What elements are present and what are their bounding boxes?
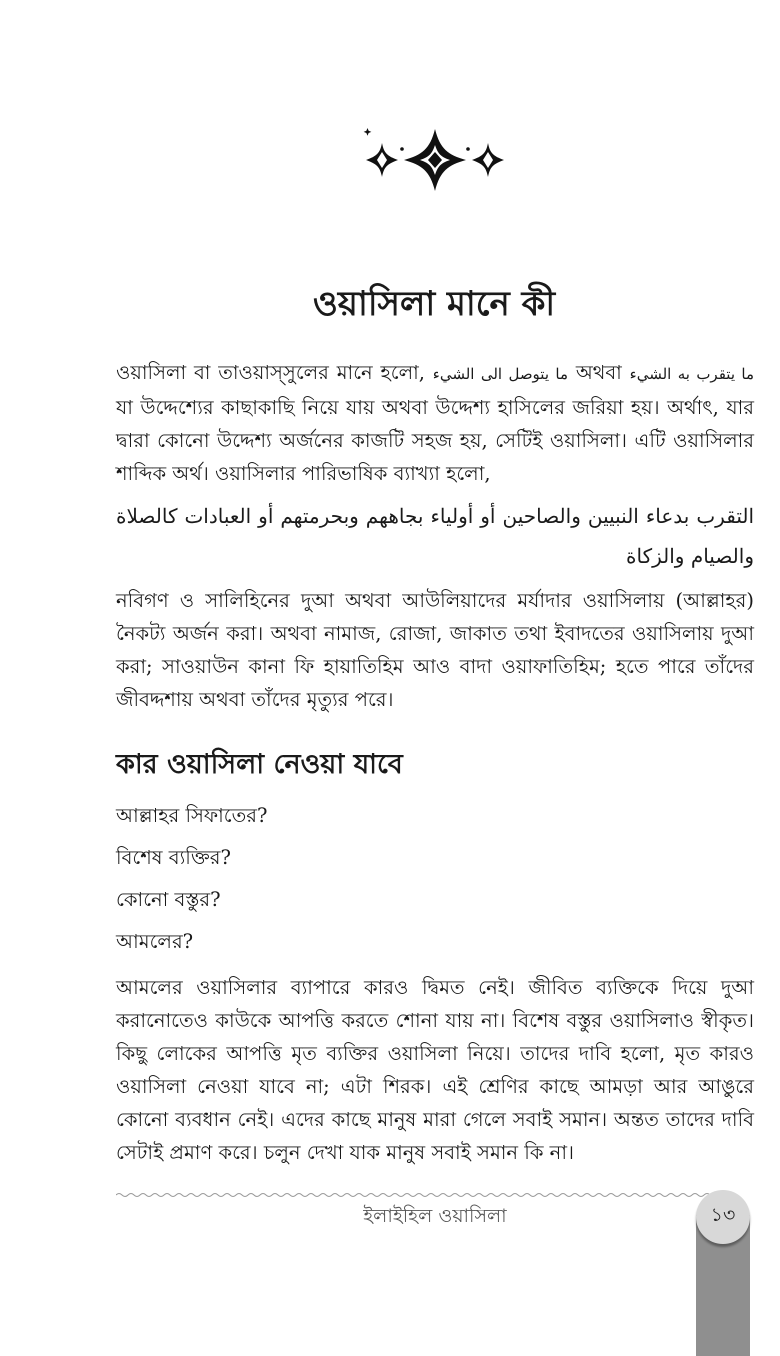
question-item: কোনো বস্তুর? [116, 888, 221, 911]
arabic-phrase-1: ما يتوصل الى الشيء [432, 365, 568, 383]
running-title: ইলাইহিল ওয়াসিলা [363, 1205, 507, 1227]
question-item: বিশেষ ব্যক্তির? [116, 846, 231, 869]
chapter-title: ওয়াসিলা মানে কী [312, 284, 556, 324]
page-number-label: ১৩ [710, 1204, 736, 1226]
diamond-star-ornament-icon [360, 125, 510, 195]
page-content [116, 356, 754, 1175]
page-number [696, 1190, 750, 1244]
intro-text-start: ওয়াসিলা বা তাওয়াস্সুলের মানে হলো, [116, 361, 433, 384]
footer-divider [116, 1192, 716, 1198]
intro-paragraph [116, 356, 754, 490]
closing-paragraph: আমলের ওয়াসিলার ব্যাপারে কারও দ্বিমত নেই। জীবিত ব্যক্তিকে দিয়ে দুআ করানোতেও কাউকে আপত্তি করতে শোনা যায় না। বিশেষ বস্তুর ওয়াসিলাও স্বীকৃত। কিছু লোকের আপত্তি মৃত ব্যক্তির ওয়াসিলা নিয়ে। তাদের দাবি হলো, মৃত কারও ওয়াসিলা নেওয়া যাবে না; এটা শিরক। এই শ্রেণির কাছে আমড়া আর আঙুরে কোনো ব্যবধান নেই। এদের কাছে মানুষ মারা গেলে সবাই সমান। অন্তত তাদের দাবি সেটাই প্রমাণ করে। চলুন দেখা যাক মানুষ সবাই সমান কি না। [116, 976, 754, 1164]
section-heading: কার ওয়াসিলা নেওয়া যাবে [116, 749, 403, 780]
question-item: আমলের? [116, 930, 194, 953]
definition-paragraph: নবিগণ ও সালিহিনের দুআ অথবা আউলিয়াদের মর্যাদার ওয়াসিলায় (আল্লাহর) নৈকট্য অর্জন করা। অথবা নামাজ, রোজা, জাকাত তথা ইবাদতের ওয়াসিলায় দুআ করা; সাওয়াউন কানা ফি হায়াতিহিম আও বাদা ওয়াফাতিহিম; হতে পারে তাঁদের জীবদ্দশায় অথবা তাঁদের মৃত্যুর পরে। [116, 589, 754, 711]
intro-connector: অথবা [568, 361, 630, 384]
question-item: আল্লাহর সিফাতের? [116, 804, 268, 827]
arabic-definition: التقرب بدعاء النبيين والصاحين أو أولياء بجاههم وبحرمتهم أو العبادات كالصلاة والصيام والزكاة [116, 504, 754, 568]
arabic-phrase-2: ما يتقرب به الشيء [629, 365, 754, 383]
intro-text-end: যা উদ্দেশ্যের কাছাকাছি নিয়ে যায় অথবা উদ্দেশ্য হাসিলের জরিয়া হয়। অর্থাৎ, যার দ্বারা কোনো উদ্দেশ্য অর্জনের কাজটি সহজ হয়, সেটিই ওয়াসিলা। এটি ওয়াসিলার শাব্দিক অর্থ। ওয়াসিলার পারিভাষিক ব্যাখ্যা হলো, [116, 396, 754, 485]
